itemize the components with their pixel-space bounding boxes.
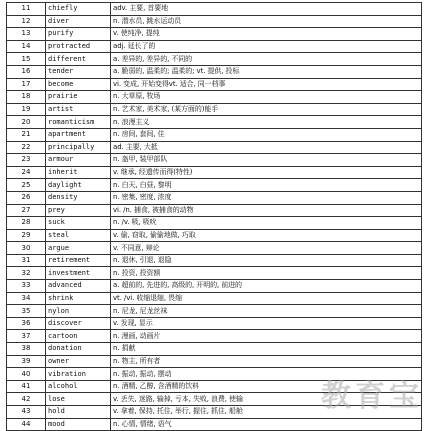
definition: n. 大草原, 牧场	[111, 91, 422, 104]
row-number: 35	[7, 305, 46, 318]
english-word: argue	[46, 242, 111, 255]
definition: vi. /n. 捕食, 被捕食的动物	[111, 204, 422, 217]
definition: v. 发现, 显示	[111, 317, 422, 330]
english-word: donation	[46, 343, 111, 356]
definition: n. 振动, 振动, 摆动	[111, 368, 422, 381]
table-row	[7, 91, 422, 104]
table-row	[7, 204, 422, 217]
row-number: 20	[7, 116, 46, 129]
row-number: 30	[7, 242, 46, 255]
table-row	[7, 355, 422, 368]
table-row	[7, 292, 422, 305]
english-word: chiefly	[46, 3, 111, 16]
english-word: alcohol	[46, 380, 111, 393]
table-row	[7, 393, 422, 406]
table-row	[7, 40, 422, 53]
row-number: 24	[7, 166, 46, 179]
english-word: protracted	[46, 40, 111, 53]
row-number: 33	[7, 280, 46, 293]
row-number: 11	[7, 3, 46, 16]
row-number: 31	[7, 254, 46, 267]
table-row	[7, 141, 422, 154]
row-number: 41	[7, 380, 46, 393]
english-word: suck	[46, 217, 111, 230]
row-number: 36	[7, 317, 46, 330]
definition: a. 超前的, 先进的, 高级的, 开明的, 前进的	[111, 280, 422, 293]
english-word: density	[46, 191, 111, 204]
definition: v. 不同意, 辩论	[111, 242, 422, 255]
english-word: artist	[46, 103, 111, 116]
english-word: lose	[46, 393, 111, 406]
row-number: 19	[7, 103, 46, 116]
table-row	[7, 191, 422, 204]
table-row	[7, 15, 422, 28]
table-row	[7, 179, 422, 192]
definition: n. 密集, 密度, 浓度	[111, 191, 422, 204]
english-word: daylight	[46, 179, 111, 192]
english-word: vibration	[46, 368, 111, 381]
row-number: 37	[7, 330, 46, 343]
table-row	[7, 65, 422, 78]
table-row	[7, 330, 422, 343]
definition: n. 艺术家, 美术家, (某方面的)能手	[111, 103, 422, 116]
row-number: 39	[7, 355, 46, 368]
table-row	[7, 28, 422, 41]
definition: v. 使纯净, 提纯	[111, 28, 422, 41]
english-word: steal	[46, 229, 111, 242]
table-row	[7, 254, 422, 267]
english-word: nylon	[46, 305, 111, 318]
vocabulary-table	[6, 2, 422, 431]
row-number: 18	[7, 91, 46, 104]
table-row	[7, 280, 422, 293]
definition: adj. 延长了的	[111, 40, 422, 53]
row-number: 29	[7, 229, 46, 242]
english-word: hold	[46, 406, 111, 419]
english-word: prairie	[46, 91, 111, 104]
row-number: 22	[7, 141, 46, 154]
row-number: 15	[7, 53, 46, 66]
english-word: diver	[46, 15, 111, 28]
row-number: 43	[7, 406, 46, 419]
table-row	[7, 242, 422, 255]
english-word: armour	[46, 154, 111, 167]
row-number: 27	[7, 204, 46, 217]
english-word: principally	[46, 141, 111, 154]
vocabulary-table-body	[7, 3, 422, 431]
definition: a. 脆弱的, 温柔的; 温柔的; vt. 提供, 投标	[111, 65, 422, 78]
english-word: inherit	[46, 166, 111, 179]
table-row	[7, 317, 422, 330]
definition: n. 盔甲, 装甲部队	[111, 154, 422, 167]
definition: n. 潜水员, 跳水运动员	[111, 15, 422, 28]
english-word: advanced	[46, 280, 111, 293]
table-row	[7, 406, 422, 419]
table-row	[7, 3, 422, 16]
english-word: different	[46, 53, 111, 66]
watermark-logo: 教育宝	[321, 379, 423, 414]
table-row	[7, 53, 422, 66]
row-number: 28	[7, 217, 46, 230]
definition: v. 丢失, 迷路, 输掉, 亏本, 失败, 浪费, 使输	[111, 393, 422, 406]
table-row	[7, 116, 422, 129]
definition: n. 退休, 引退, 退隐	[111, 254, 422, 267]
english-word: shrink	[46, 292, 111, 305]
definition: n. 漫画, 动画片	[111, 330, 422, 343]
definition: ad. 主要, 大抵	[111, 141, 422, 154]
definition: v. 偷, 窃取, 偷偷地做, 巧取	[111, 229, 422, 242]
definition: n. 尼龙, 尼龙丝袜	[111, 305, 422, 318]
english-word: apartment	[46, 128, 111, 141]
table-row	[7, 229, 422, 242]
table-row	[7, 154, 422, 167]
row-number: 42	[7, 393, 46, 406]
definition: n. 酒精, 乙醇, 含酒精的饮料	[111, 380, 422, 393]
table-row	[7, 267, 422, 280]
definition: v. 继承, 经遗传而得(特性)	[111, 166, 422, 179]
row-number: 17	[7, 78, 46, 91]
english-word: mood	[46, 418, 111, 431]
english-word: purify	[46, 28, 111, 41]
definition: n. 投资, 投资额	[111, 267, 422, 280]
row-number: 38	[7, 343, 46, 356]
table-row	[7, 166, 422, 179]
definition: adv. 主要, 首要地	[111, 3, 422, 16]
english-word: retirement	[46, 254, 111, 267]
definition: n. 浪漫主义	[111, 116, 422, 129]
english-word: discover	[46, 317, 111, 330]
english-word: become	[46, 78, 111, 91]
definition: n. 心情, 情绪, 语气	[111, 418, 422, 431]
definition: a. 差异的, 差异的, 不同的	[111, 53, 422, 66]
vocabulary-sheet	[6, 2, 418, 431]
definition: n. /v. 吸, 吸吮	[111, 217, 422, 230]
english-word: romanticism	[46, 116, 111, 129]
table-row	[7, 380, 422, 393]
row-number: 16	[7, 65, 46, 78]
row-number: 34	[7, 292, 46, 305]
english-word: prey	[46, 204, 111, 217]
english-word: investment	[46, 267, 111, 280]
definition: n. 捐献	[111, 343, 422, 356]
table-row	[7, 103, 422, 116]
row-number: 26	[7, 191, 46, 204]
table-row	[7, 368, 422, 381]
row-number: 13	[7, 28, 46, 41]
english-word: cartoon	[46, 330, 111, 343]
definition: v. 拿着, 保持, 托住, 举行, 握住, 抓住, 船舱	[111, 406, 422, 419]
row-number: 32	[7, 267, 46, 280]
definition: n. 房间, 套间, 住	[111, 128, 422, 141]
definition: vi. 变成, 开始变得vt. 适合, 同一档事	[111, 78, 422, 91]
row-number: 21	[7, 128, 46, 141]
definition: n. 白天, 白昼, 黎明	[111, 179, 422, 192]
table-row	[7, 128, 422, 141]
definition: vt. /vi. 收缩退缩, 畏缩	[111, 292, 422, 305]
row-number: 23	[7, 154, 46, 167]
table-row	[7, 343, 422, 356]
table-row	[7, 78, 422, 91]
row-number: 14	[7, 40, 46, 53]
definition: n. 物主, 所有者	[111, 355, 422, 368]
row-number: 44	[7, 418, 46, 431]
row-number: 25	[7, 179, 46, 192]
row-number: 40	[7, 368, 46, 381]
table-row	[7, 305, 422, 318]
english-word: owner	[46, 355, 111, 368]
row-number: 12	[7, 15, 46, 28]
table-row	[7, 217, 422, 230]
english-word: tender	[46, 65, 111, 78]
